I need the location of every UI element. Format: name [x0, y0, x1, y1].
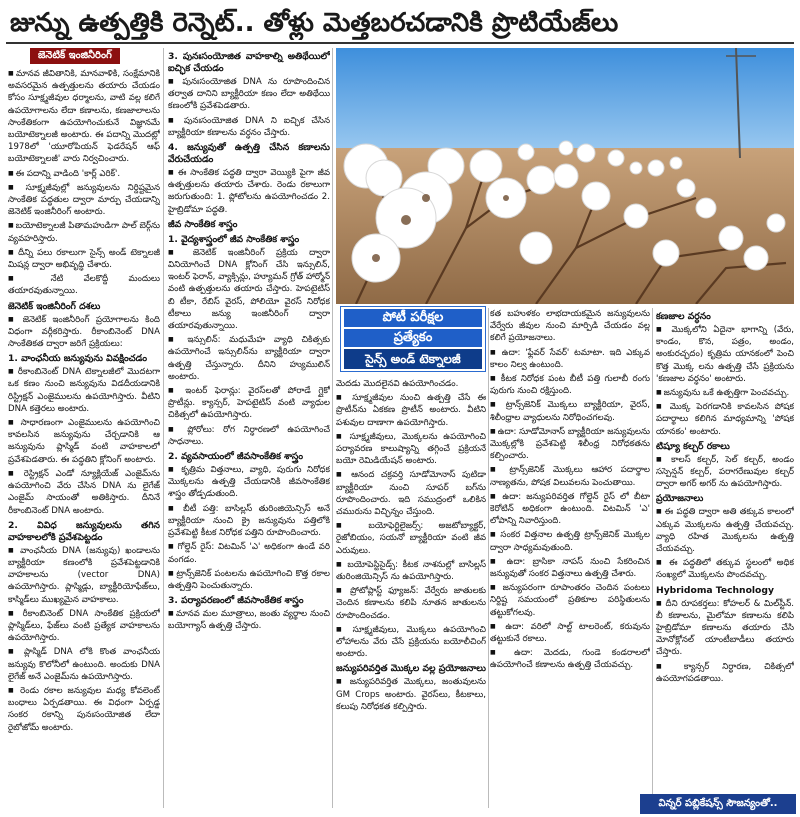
article-column-4	[490, 308, 650, 808]
paragraph: మెదడు మొదలైనవి ఉపయోగించడం.	[336, 379, 459, 389]
paragraph: ■ క్యాన్సర్ నిర్ధారణ, చికిత్సలో ఉపయోగపడతాయి.	[656, 661, 794, 685]
paragraph: ■ బయోపెస్టిసైడ్స్: కీటక నాశనుల్లో బాసిల్లస్ తురింజియెన్సిస్ ను ఉపయోగిస్తారు.	[336, 559, 486, 583]
paragraph: ■ ఈ పద్ధతి ద్వారా అతి తక్కువ కాలంలో ఎక్కువ మొక్కలను ఉత్పత్తి చేయవచ్చు. వ్యాధి రహిత మొక్కలను ఉత్పత్తి చేయవచ్చు.	[656, 506, 794, 555]
paragraph: ■ జన్యుపరివర్తిత మొక్కలు, జంతువులను GM Crops అంటారు. వైరస్‌లు, కీటకాలు, కలుపు నిరోధకత కల్పిస్తారు.	[336, 676, 486, 713]
article-column-1	[8, 48, 160, 803]
paragraph: ■ ట్రాన్స్‌జెనిక్ మొక్కలు ఆహార పదార్థాల నాణ్యతను, పోషక విలువలను పెంచుతాయి.	[490, 464, 650, 488]
paragraph: ■ ట్రాన్స్‌జెనిక్ మొక్కలు బ్యాక్టీరియా, వైరస్, శిలీంధ్రాల వ్యాధులను నిరోధించగలవు.	[490, 399, 650, 423]
section-heading: జన్యుపరివర్తిత మొక్కల వల్ల ప్రయోజనాలు	[336, 663, 486, 675]
article-column-5	[656, 308, 794, 788]
paragraph: ■ ఈ పదాన్ని వాడింది 'కార్ల్ ఎరిక్'.	[8, 168, 160, 180]
article-column-3	[336, 308, 486, 808]
column-divider	[163, 48, 164, 808]
section-heading: జీవ సాంకేతిక శాస్త్రం	[168, 218, 238, 230]
paragraph: ■ కీటక నిరోధక పంట బీటీ పత్తి గులాబీ రంగు పురుగు నుంచి రక్షిస్తుంది.	[490, 373, 650, 397]
paragraph: ■ జెనెటిక్ ఇంజినీరింగ్ ప్రక్రియ ద్వారా వినియోగించే DNA క్లోనింగ్ చేసి ఇన్సులిన్, ఇంటర్ ఫెరాన్, వ్యాక్సిన్లు, హ్యూమన్ గ్రోత్ హార్మోన్ వంటి ఉత్పత్తులను తయారు చేస్తారు. హెపటైటిస్ బి టీకా, రేబిస్ వైరస్, పోలియో వైరస్ నిరోధక టీకాలు జన్యు ఇంజినీరింగ్ ద్వారా తయారవుతున్నాయి.	[168, 247, 330, 332]
paragraph: ■ ఉదా: బ్రాసికా నాపస్ నుంచి సేకరించిన జన్యువుతో సంకర విత్తనాలు ఉత్పత్తి చేశారు.	[490, 556, 650, 580]
paragraph: ■ నేటి వేలకొద్దీ మందులు తయారవుతున్నాయి.	[8, 273, 160, 297]
section-heading: 2. వ్యవసాయంలో జీవసాంకేతిక శాస్త్రం	[168, 451, 304, 463]
headline-rule	[6, 42, 794, 44]
column-divider	[332, 48, 333, 808]
column-divider	[488, 308, 489, 808]
paragraph: ■ ప్లాస్మిడ్ DNA లోకి కొంత వాంఛనీయ జన్యువు కొలోనీలో ఉంటుంది. అందుకు DNA లైగేజ్ అనే ఎంజైమ్‌ను ఉపయోగిస్తారు.	[8, 646, 160, 683]
paragraph: ■ ప్రోటోప్లాస్ట్ ఫ్యూజన్: వేర్వేరు జాతులకు చెందిన కణాలను కలిపి నూతన జాతులను రూపొందించడం.	[336, 585, 486, 622]
box-spacer	[336, 308, 486, 378]
section-heading: 2. వివిధ జన్యువులను తగిన వాహకాలలోకి ప్రవేశపెట్టడం	[8, 519, 160, 543]
paragraph: ■ కృత్రిమ విత్తనాలు, వ్యాధి, పురుగు నిరోధక మొక్కలను ఉత్పత్తి చేయడానికి జీవసాంకేతిక శాస్త్రం తోడ్పడుతుంది.	[168, 464, 330, 501]
section-heading: టిష్యూ కల్చర్ రకాలు	[656, 440, 730, 452]
cotton-field-photo	[336, 48, 794, 304]
paragraph: ■ జెనెటిక్ ఇంజినీరింగ్ ప్రయోగాలను కింది విధంగా వర్గీకరిస్తారు. రీకాంబినెంట్ DNA సాంకేతికత ద్వారా జరిగే ప్రక్రియలు:	[8, 314, 160, 351]
headline: జున్ను ఉత్పత్తికి రెన్నెట్.. తోళ్లు మెత్తబరచడానికి ప్రొటియేజ్‌లు	[10, 8, 619, 38]
section-heading: 4. జన్యువుతో ఉత్పత్తి చేసిన కణాలను వేరుచేయడం	[168, 142, 330, 166]
paragraph: ■ ఉదా: వరిలో సాల్ట్ టాలరెంట్, కరువును తట్టుకునే రకాలు.	[490, 621, 650, 645]
box-line-3: సైన్స్ అండ్ టెక్నాలజీ	[344, 349, 482, 369]
paragraph: ■ ఆనంద చక్రవర్తి సూడోమోనాస్ పుటిడా బ్యాక్టీరియా నుంచి సూపర్ బగ్‌ను రూపొందించారు. ఇది సముద్రంలో ఒలికిన చమురును విచ్ఛిన్నం చేస్తుంది.	[336, 469, 486, 518]
publisher-credit: విన్నర్ పబ్లికేషన్స్ సౌజన్యంతో..	[640, 794, 796, 814]
paragraph: ■ పునఃసంయోజిత DNA ని ఐచ్ఛిక చేసిన బ్యాక్టీరియా కణాలను వర్ధనం చేస్తారు.	[168, 115, 330, 139]
paragraph: ■ ట్రాన్స్‌జెనిక్ పంటలను ఉపయోగించి కొత్త రకాల ఉత్పత్తిని పెంచుతున్నారు.	[168, 568, 330, 592]
paragraph: ■ గోల్డెన్ రైస్: విటమిన్ 'ఎ' అధికంగా ఉండే వరి వంగడం.	[168, 541, 330, 565]
paragraph: ■ మానవ జీవితానికి, మానవాళికి, సంక్షేమానికి అవసరమైన ఉత్పత్తులను తయారు చేయడం కోసం సూక్ష్మజీవుల ధర్మాలను, వాటి వల్ల కలిగే ఉపయోగాలను లేదా కణాలను, కణజాలాలను సాంకేతికంగా ఉపయోగించుకునే విజ్ఞానమే బయోటెక్నాలజీ అంటారు. ఈ పదాన్ని మొదట్లో 1978లో 'యూరోపియన్ ఫెడరేషన్ ఆఫ్ బయోటెక్నాలజీ' వారు నిర్వచించారు.	[8, 68, 160, 166]
paragraph: ■ కాలస్ కల్చర్, సెల్ కల్చర్, అండం సస్పెన్షన్ కల్చర్, పరాగరేణువుల కల్చర్ ద్వారా అగర్ అగర్ ను ఉపయోగిస్తారు.	[656, 454, 794, 491]
paragraph: ■ జన్యుపరంగా రూపాంతరం చెందిన పంటలు నిర్దిష్ట సమయంలో ప్రతికూల పరిస్థితులను తట్టుకోగలవు.	[490, 582, 650, 619]
paragraph: ■ పునఃసంయోజిత DNA ను రూపొందించిన తర్వాత దానిని బ్యాక్టీరియా కణం లేదా అతిథేయి కణంలోకి ప్రవేశపెడతారు.	[168, 76, 330, 113]
section-heading: 3. పర్యావరణంలో జీవసాంకేతిక శాస్త్రం	[168, 595, 304, 607]
section-heading: జెనెటిక్ ఇంజినీరింగ్ దశలు	[8, 300, 101, 312]
section-heading: 1. వాంఛనీయ జన్యువును వివక్షించడం	[8, 353, 147, 365]
paragraph: ■ రెస్ట్రిక్షన్ ఎండో న్యూక్లియేజ్ ఎంజైమ్‌ను ఉపయోగించి వేరు చేసిన DNA ను లైగేజ్ ఎంజైమ్ సాయంతో అతికిస్తారు. దీనినే రీకాంబినెంట్ DNA అంటారు.	[8, 468, 160, 517]
paragraph: ■ సూక్ష్మజీవులు, మొక్కలు ఉపయోగించి లోహాలను వేరు చేసే ప్రక్రియను బయోలీచింగ్ అంటారు.	[336, 624, 486, 661]
box-line-2: ప్రత్యేకం	[344, 329, 482, 347]
paragraph: ■ ఉదా: 'ఫ్లేవర్ సేవర్' టమాటా. ఇది ఎక్కువ కాలం నిల్వ ఉంటుంది.	[490, 347, 650, 371]
column-divider	[652, 308, 653, 808]
paragraph: ■ సూక్ష్మజీవుల్లో జన్యువులను నిర్దిష్టమైన సాంకేతిక పద్ధతుల ద్వారా మార్పు చేయడాన్ని జెనెటిక్ ఇంజినీరింగ్ అంటారు.	[8, 182, 160, 219]
paragraph: ■ దీన్ని పలు రకాలుగా సైన్స్ అండ్ టెక్నాలజీ మిషన్ల ద్వారా అభివృద్ధి చేశారు.	[8, 247, 160, 271]
paragraph: ■ దీని రూపకర్తలు: కోహలర్ & మిల్‌స్టీన్. బీ కణాలను, మైలోమా కణాలను కలిపి హైబ్రిడోమా కణాలను తయారు చేసి మోనోక్లోనల్ యాంటీబాడీలు తయారు చేస్తారు.	[656, 598, 794, 659]
section-heading: కణజాల వర్ధనం	[656, 311, 711, 322]
paragraph: కత బహుళకం లాభదాయకమైన జన్యువులను వేర్వేరు జీవుల నుంచి మార్పిడి చేయడం వల్ల కలిగే ప్రయోజనాలు.	[490, 309, 650, 344]
paragraph: ■ సాధారణంగా ఎంజైములను ఉపయోగించి కావలసిన జన్యువును చేర్చడానికి ఆ జన్యువును ప్లాస్మిడ్ వంటి వాహకాలలో ప్రవేశపెడతారు. ఈ పద్ధతిని క్లోనింగ్ అంటారు.	[8, 417, 160, 466]
section-heading: ప్రయోజనాలు	[656, 493, 704, 505]
paragraph: ■ ఉదా: జన్యుపరివర్తిత గోల్డెన్ రైస్ లో బీటా కెరోటిన్ అధికంగా ఉంటుంది. విటమిన్ 'ఎ' లోపాన్ని నివారిస్తుంది.	[490, 491, 650, 528]
article-column-2	[168, 48, 330, 803]
paragraph: ■ బీటీ పత్తి: బాసిల్లస్ తురింజియెన్సిస్ అనే బ్యాక్టీరియా నుంచి క్రై జన్యువును పత్తిలోకి ప్రవేశపెట్టి కీటక నిరోధక పత్తిని రూపొందించారు.	[168, 503, 330, 540]
paragraph: ■ మొక్క పెరగడానికి కావలసిన పోషక పదార్థాలు కలిగిన మాధ్యమాన్ని 'పోషక యానకం' అంటారు.	[656, 401, 794, 438]
paragraph: ■ మానవ మల మూత్రాలు, జంతు వ్యర్థాల నుంచి బయోగ్యాస్ ఉత్పత్తి చేస్తారు.	[168, 608, 330, 632]
paragraph: ■ జన్యువును ఒకే ఉత్పత్తిగా పెంచవచ్చు.	[656, 387, 794, 399]
section-tag: జెనెటిక్ ఇంజినీరింగ్	[30, 48, 120, 64]
paragraph: ■ ప్లోరోలు: రోగ నిర్ధారణలో ఉపయోగించే సాధనాలు.	[168, 424, 330, 448]
paragraph: ■ సూక్ష్మజీవుల నుంచి ఉత్పత్తి చేసే ఈ ప్రొటీన్‌ను ఏకకణ ప్రొటీన్ అంటారు. వీటిని పశువుల దాణాగా ఉపయోగిస్తారు.	[336, 392, 486, 429]
paragraph: ■ ఇంటర్ ఫెరాన్లు: వైరస్‌లతో పోరాడే గ్లైకో ప్రొటీన్లు. క్యాన్సర్, హెపటైటిస్ వంటి వ్యాధుల చికిత్సలో ఉపయోగిస్తారు.	[168, 385, 330, 422]
paragraph: ■ బయోఫెర్టిలైజర్స్: అజటోబ్యాక్టర్, రైజోబియం, సయనో బ్యాక్టీరియా వంటి జీవ ఎరువులు.	[336, 520, 486, 557]
paragraph: ■ ఉదా: మెదడు, గుండె కండరాలలో ఉపయోగించే కణాలను ఉత్పత్తి చేయవచ్చు.	[490, 647, 650, 671]
paragraph: ■ ఈ పద్ధతిలో తక్కువ స్థలంలో అధిక సంఖ్యలో మొక్కలను పొందవచ్చు.	[656, 557, 794, 581]
section-heading: 1. వైద్యశాస్త్రంలో జీవ సాంకేతిక శాస్త్రం	[168, 233, 300, 245]
paragraph: ■ సూక్ష్మజీవులు, మొక్కలను ఉపయోగించి పర్యావరణ కాలుష్యాన్ని తగ్గించే ప్రక్రియనే బయో రెమిడియేషన్ అంటారు.	[336, 431, 486, 468]
section-heading: 3. పునఃసంయోజిత వాహకాల్ని అతిథేయిలో ఐచ్ఛిక చేయడం	[168, 51, 330, 74]
box-line-1: పోటీ పరీక్షల	[344, 309, 482, 327]
section-heading: Hybridoma Technology	[656, 584, 774, 596]
paragraph: ■ బయోటెక్నాలజీ పితామహుడిగా పాల్ బెర్గ్‌ను వ్యవహరిస్తారు.	[8, 220, 160, 244]
paragraph: ■ రీకాంబినెంట్ DNA సాంకేతిక ప్రక్రియలో ప్లాస్మిడ్‌లు, ఫేజ్‌లు వంటి ప్రత్యేక వాహకాలను ఉపయోగిస్తారు.	[8, 608, 160, 645]
paragraph: ■ రీకాంబినెంట్ DNA టెక్నాలజీలో మొదటగా ఒక కణం నుంచి జన్యువును విడదీయడానికి రిస్ట్రిక్షన్ ఎంజైములను ఉపయోగిస్తారు. వీటిని DNA కత్తెరలు అంటారు.	[8, 366, 160, 415]
paragraph: ■ సంకర విత్తనాల ఉత్పత్తి ట్రాన్స్‌జెనిక్ మొక్కల ద్వారా సాధ్యమవుతుంది.	[490, 529, 650, 553]
paragraph: ■ ఇన్సులిన్: మధుమేహ వ్యాధి చికిత్సకు ఉపయోగించే ఇన్సులిన్‌ను బ్యాక్టీరియా ద్వారా ఉత్పత్తి చేస్తున్నారు. దీనిని హ్యుములిన్ అంటారు.	[168, 334, 330, 383]
paragraph: ■ రెండు రకాల జన్యువుల మధ్య కోవలెంట్ బంధాలు ఏర్పడతాయి. ఈ విధంగా ఏర్పడ్డ సంకర రకాన్ని పునఃసంయోజిత లేదా రైబోజోమ్ అంటారు.	[8, 685, 160, 734]
paragraph: ■ మొక్కలోని ఏదైనా భాగాన్ని (వేరు, కాండం, కొన, పత్రం, అండం, అంకురచ్ఛదం) కృత్రిమ యానకంలో పెంచి కొత్త మొక్క లను ఉత్పత్తి చేసే ప్రక్రియను 'కణజాల వర్ధనం' అంటారు.	[656, 324, 794, 385]
paragraph: ■ ఈ సాంకేతిక పద్ధతి ద్వారా వెయ్యికి పైగా జీవ ఉత్పత్తులను తయారు చేశారు. రెండు రకాలుగా జరుగుతుంది: 1. ప్లోటోలను ఉపయోగించడం 2. హైబ్రిడోమా పద్ధతి.	[168, 167, 330, 216]
paragraph: ■ ఉదా: సూడోమోనాస్ బ్యాక్టీరియా జన్యువులను మొక్కల్లోకి ప్రవేశపెట్టి శిలీంధ్ర నిరోధకతను కల్పించారు.	[490, 426, 650, 463]
paragraph: ■ వాంఛనీయ DNA (జన్యువు) ఖండాలను బ్యాక్టీరియా కణంలోకి ప్రవేశపెట్టడానికి వాహకాలను (vector DNA) ఉపయోగిస్తారు. ప్లాస్మిడ్లు, బ్యాక్టీరియోఫేజ్‌లు, కాస్మిడ్‌లు ముఖ్యమైన వాహకాలు.	[8, 545, 160, 606]
